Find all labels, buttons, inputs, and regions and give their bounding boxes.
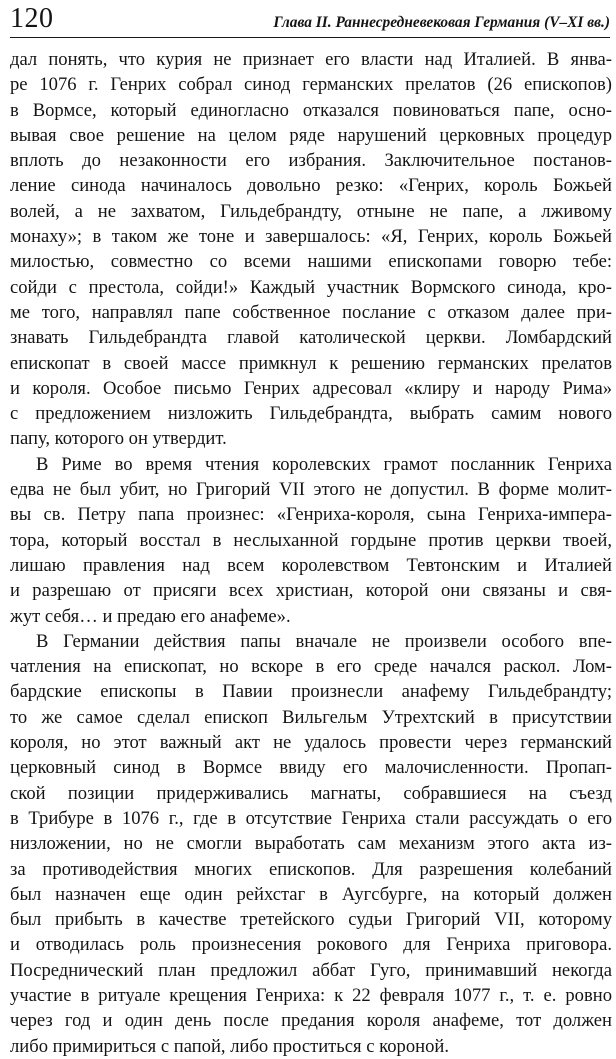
text-line: ме того, направлял папе собственное послание с отказом далее при- [10, 301, 612, 323]
text-line: за противодействия многих епископов. Для разрешения колебаний [10, 858, 612, 880]
text-line: ре 1076 г. Генрих собрал синод германских прелатов (26 епископов) [10, 74, 612, 96]
running-head [10, 2, 610, 38]
text-line: милостью, совместно со всеми нашими епископами говорю тебе: [10, 251, 612, 273]
text-line: был прибыть в качестве третейского судьи Григорий VII, которому [10, 909, 612, 931]
paragraph [10, 47, 612, 452]
text-line: епископат в своей массе примкнул к решению германских прелатов [10, 352, 612, 374]
text-line: вплоть до незаконности его избрания. Заключительное постанов- [10, 150, 612, 172]
text-line: жут себя… и предаю его анафеме». [10, 605, 291, 627]
chapter-title: Глава II. Раннесредневековая Германия (V–XI вв.) [273, 14, 610, 31]
text-line: сойди с престола, сойди!» Каждый участник Вормского синода, кро- [10, 276, 612, 298]
page-number: 120 [10, 3, 54, 34]
text-line: монаху»; в таком же тоне и завершалось: «Я, Генрих, король Божьей [10, 226, 612, 248]
text-line: низложении, но не смогли выработать сам механизм этого акта из- [10, 833, 612, 855]
text-line: либо примириться с папой, либо проститься с короной. [10, 1035, 449, 1057]
text-line: ление синода начиналось довольно резко: «Генрих, король Божьей [10, 175, 612, 197]
text-line: короля, но этот важный акт не удалось провести через германский [10, 732, 612, 754]
text-line: в Трибуре в 1076 г., где в отсутствие Генриха стали рассуждать о его [10, 807, 612, 829]
text-line: Посреднический план предложил аббат Гуго, принимавший некогда [10, 959, 612, 981]
text-line: в Вормсе, который единогласно отказался повиноваться папе, осно- [10, 99, 612, 121]
text-line: бардские епископы в Павии произнесли анафему Гильдебрандту; [10, 681, 612, 703]
text-line: В Риме во время чтения королевских грамот посланник Генриха [36, 453, 612, 475]
text-line: едва не был убит, но Григорий VII этого не допустил. В форме молит- [10, 479, 612, 501]
text-line: чатления на епископат, но вскоре в его среде начался раскол. Лом- [10, 656, 612, 678]
text-line: дал понять, что курия не признает его власти над Италией. В янва- [10, 49, 612, 70]
text-line: волей, а не захватом, Гильдебрандту, отныне не папе, а лживому [10, 200, 612, 222]
text-line: с предложением низложить Гильдебрандта, выбрать самим нового [10, 403, 612, 425]
text-line: церковный синод в Вормсе ввиду его малочисленности. Пропап- [10, 757, 612, 779]
text-line: через год и один день после предания короля анафеме, тот должен [10, 1010, 612, 1032]
text-line: участие в ритуале крещения Генриха: к 22 февраля 1077 г., т. е. ровно [10, 984, 612, 1006]
text-line: и отводилась роль произнесения рокового для Генриха приговора. [10, 934, 612, 956]
text-line: вывая свое решение на целом ряде нарушений церковных процедур [10, 124, 612, 146]
text-line: ской позиции придерживались магнаты, собравшиеся на съезд [10, 782, 612, 804]
text-line: то же самое сделал епископ Вильгельм Утрехтский в присутствии [10, 706, 612, 728]
text-line: В Германии действия папы вначале не произвели особого впе- [36, 630, 612, 652]
text-line: вы св. Петру папа произнес: «Генриха-короля, сына Генриха-импера- [10, 504, 612, 526]
body-text [10, 47, 612, 1059]
paragraph [10, 629, 612, 1059]
text-line: знавать Гильдебрандта главой католической церкви. Ломбардский [10, 327, 612, 349]
text-line: и разрешаю от присяги всех христиан, которой они связаны и свя- [10, 580, 612, 602]
paragraph [10, 452, 612, 629]
book-page [10, 0, 612, 1057]
text-line: тора, который восстал в неслыханной гордыне против церкви твоей, [10, 529, 612, 551]
text-line: и короля. Особое письмо Генрих адресовал «клиру и народу Рима» [10, 377, 612, 399]
text-line: лишаю правления над всем королевством Тевтонским и Италией [10, 554, 612, 576]
text-line: был назначен еще один рейхстаг в Аугсбурге, на который должен [10, 883, 612, 905]
text-line: папу, которого он утвердит. [10, 428, 227, 450]
